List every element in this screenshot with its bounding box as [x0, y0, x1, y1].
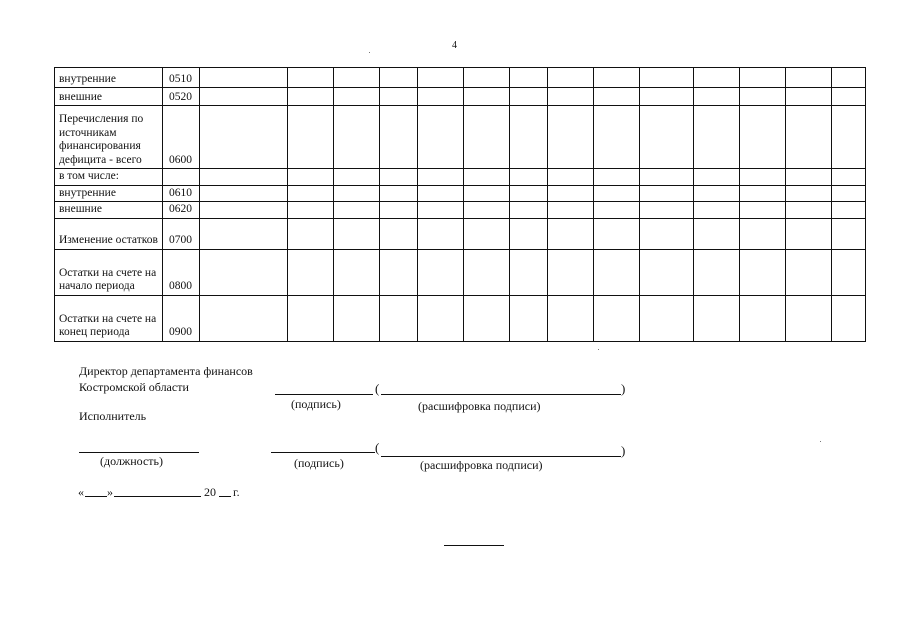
table-row — [55, 202, 866, 219]
close-paren: ) — [621, 443, 626, 458]
empty-cell — [418, 202, 464, 219]
empty-cell — [510, 106, 548, 169]
empty-cell — [334, 185, 380, 202]
empty-cell — [464, 295, 510, 341]
empty-cell — [288, 202, 334, 219]
empty-cell — [786, 202, 832, 219]
empty-cell — [594, 295, 640, 341]
empty-cell — [334, 68, 380, 88]
empty-cell — [740, 218, 786, 249]
empty-cell — [380, 88, 418, 106]
table-row — [55, 218, 866, 249]
empty-cell — [640, 68, 694, 88]
empty-cell — [510, 68, 548, 88]
row-code: 0510 — [163, 68, 200, 88]
row-label: внутренние — [55, 68, 163, 88]
close-paren: ) — [621, 381, 626, 396]
empty-cell — [740, 185, 786, 202]
year-prefix: 20 — [204, 485, 216, 499]
end-of-document-line — [444, 545, 504, 546]
empty-cell — [334, 295, 380, 341]
row-code: 0520 — [163, 88, 200, 106]
date-close-quote: » — [107, 485, 113, 499]
empty-cell — [464, 88, 510, 106]
empty-cell — [694, 169, 740, 186]
empty-cell — [694, 68, 740, 88]
empty-cell — [594, 249, 640, 295]
empty-cell — [464, 218, 510, 249]
row-label: Изменение остатков — [55, 218, 163, 249]
table-row — [55, 295, 866, 341]
director-decoding-caption: (расшифровка подписи) — [418, 399, 541, 413]
empty-cell — [832, 169, 866, 186]
row-label: Остатки на счете на конец периода — [55, 295, 163, 341]
empty-cell — [200, 295, 288, 341]
empty-cell — [786, 68, 832, 88]
empty-cell — [548, 169, 594, 186]
empty-cell — [594, 218, 640, 249]
date-open-quote: « — [78, 485, 84, 499]
empty-cell — [832, 218, 866, 249]
row-label: Остатки на счете на начало периода — [55, 249, 163, 295]
empty-cell — [548, 249, 594, 295]
empty-cell — [510, 88, 548, 106]
empty-cell — [200, 169, 288, 186]
empty-cell — [694, 202, 740, 219]
empty-cell — [510, 218, 548, 249]
empty-cell — [740, 249, 786, 295]
empty-cell — [418, 185, 464, 202]
empty-cell — [548, 295, 594, 341]
empty-cell — [694, 88, 740, 106]
empty-cell — [594, 202, 640, 219]
empty-cell — [786, 185, 832, 202]
empty-cell — [548, 185, 594, 202]
executor-position-caption: (должность) — [100, 454, 163, 468]
date-month-line — [114, 496, 201, 497]
row-label: внутренние — [55, 185, 163, 202]
empty-cell — [740, 202, 786, 219]
empty-cell — [786, 249, 832, 295]
empty-cell — [786, 295, 832, 341]
empty-cell — [740, 106, 786, 169]
scan-speck — [369, 52, 370, 53]
empty-cell — [510, 202, 548, 219]
empty-cell — [380, 202, 418, 219]
empty-cell — [200, 106, 288, 169]
empty-cell — [380, 169, 418, 186]
empty-cell — [640, 249, 694, 295]
empty-cell — [640, 218, 694, 249]
empty-cell — [380, 68, 418, 88]
empty-cell — [380, 185, 418, 202]
empty-cell — [200, 185, 288, 202]
empty-cell — [832, 68, 866, 88]
row-code: 0620 — [163, 202, 200, 219]
director-decoding-line — [381, 394, 621, 395]
empty-cell — [464, 185, 510, 202]
empty-cell — [288, 249, 334, 295]
empty-cell — [640, 169, 694, 186]
executor-label: Исполнитель — [79, 409, 147, 423]
empty-cell — [694, 106, 740, 169]
row-code: 0600 — [163, 106, 200, 169]
empty-cell — [594, 185, 640, 202]
open-paren: ( — [375, 381, 380, 396]
director-signature-line — [275, 394, 373, 395]
empty-cell — [418, 68, 464, 88]
year-line — [219, 496, 231, 497]
empty-cell — [418, 295, 464, 341]
empty-cell — [288, 106, 334, 169]
date-day-line — [85, 496, 107, 497]
empty-cell — [594, 68, 640, 88]
empty-cell — [640, 88, 694, 106]
executor-decoding-line — [381, 456, 621, 457]
empty-cell — [640, 106, 694, 169]
empty-cell — [832, 202, 866, 219]
empty-cell — [334, 202, 380, 219]
empty-cell — [548, 218, 594, 249]
empty-cell — [640, 295, 694, 341]
empty-cell — [832, 249, 866, 295]
empty-cell — [740, 169, 786, 186]
empty-cell — [334, 169, 380, 186]
report-table-body — [55, 68, 866, 342]
row-label: внешние — [55, 88, 163, 106]
empty-cell — [288, 218, 334, 249]
table-row — [55, 249, 866, 295]
empty-cell — [200, 249, 288, 295]
empty-cell — [418, 249, 464, 295]
open-paren: ( — [375, 440, 380, 455]
row-code — [163, 169, 200, 186]
year-suffix: г. — [233, 485, 240, 499]
empty-cell — [640, 185, 694, 202]
empty-cell — [740, 88, 786, 106]
empty-cell — [380, 218, 418, 249]
empty-cell — [200, 202, 288, 219]
executor-decoding-caption: (расшифровка подписи) — [420, 458, 543, 472]
empty-cell — [380, 106, 418, 169]
empty-cell — [464, 249, 510, 295]
row-label: в том числе: — [55, 169, 163, 186]
empty-cell — [594, 88, 640, 106]
empty-cell — [464, 68, 510, 88]
empty-cell — [288, 295, 334, 341]
empty-cell — [464, 169, 510, 186]
empty-cell — [334, 106, 380, 169]
row-code: 0610 — [163, 185, 200, 202]
empty-cell — [594, 169, 640, 186]
row-code: 0800 — [163, 249, 200, 295]
empty-cell — [548, 106, 594, 169]
scan-speck — [598, 349, 599, 350]
empty-cell — [594, 106, 640, 169]
scan-speck — [820, 441, 821, 442]
row-label: Перечисления по источникам финансирования дефицита - всего — [55, 106, 163, 169]
table-row — [55, 169, 866, 186]
empty-cell — [832, 106, 866, 169]
empty-cell — [334, 88, 380, 106]
empty-cell — [640, 202, 694, 219]
empty-cell — [548, 88, 594, 106]
empty-cell — [288, 185, 334, 202]
empty-cell — [200, 88, 288, 106]
empty-cell — [510, 169, 548, 186]
empty-cell — [832, 88, 866, 106]
page-number: 4 — [452, 40, 457, 51]
table-row — [55, 68, 866, 88]
empty-cell — [740, 295, 786, 341]
director-title-line2: Костромской области — [79, 380, 189, 394]
table-row — [55, 88, 866, 106]
empty-cell — [786, 218, 832, 249]
empty-cell — [418, 88, 464, 106]
row-code: 0900 — [163, 295, 200, 341]
empty-cell — [464, 202, 510, 219]
empty-cell — [380, 295, 418, 341]
table-row — [55, 185, 866, 202]
empty-cell — [740, 68, 786, 88]
empty-cell — [786, 88, 832, 106]
empty-cell — [548, 202, 594, 219]
empty-cell — [510, 249, 548, 295]
empty-cell — [832, 185, 866, 202]
empty-cell — [418, 169, 464, 186]
empty-cell — [288, 88, 334, 106]
empty-cell — [510, 185, 548, 202]
row-code: 0700 — [163, 218, 200, 249]
executor-signature-line — [271, 452, 375, 453]
empty-cell — [200, 68, 288, 88]
director-signature-caption: (подпись) — [291, 397, 341, 411]
director-title-line1: Директор департамента финансов — [79, 364, 253, 378]
report-table — [54, 67, 866, 342]
row-label: внешние — [55, 202, 163, 219]
empty-cell — [464, 106, 510, 169]
empty-cell — [694, 185, 740, 202]
table-row — [55, 106, 866, 169]
empty-cell — [694, 249, 740, 295]
empty-cell — [288, 68, 334, 88]
empty-cell — [288, 169, 334, 186]
empty-cell — [334, 218, 380, 249]
empty-cell — [380, 249, 418, 295]
empty-cell — [548, 68, 594, 88]
empty-cell — [418, 218, 464, 249]
empty-cell — [200, 218, 288, 249]
executor-signature-caption: (подпись) — [294, 456, 344, 470]
empty-cell — [694, 295, 740, 341]
executor-position-line — [79, 452, 199, 453]
empty-cell — [786, 106, 832, 169]
empty-cell — [510, 295, 548, 341]
empty-cell — [418, 106, 464, 169]
empty-cell — [786, 169, 832, 186]
empty-cell — [334, 249, 380, 295]
empty-cell — [694, 218, 740, 249]
empty-cell — [832, 295, 866, 341]
